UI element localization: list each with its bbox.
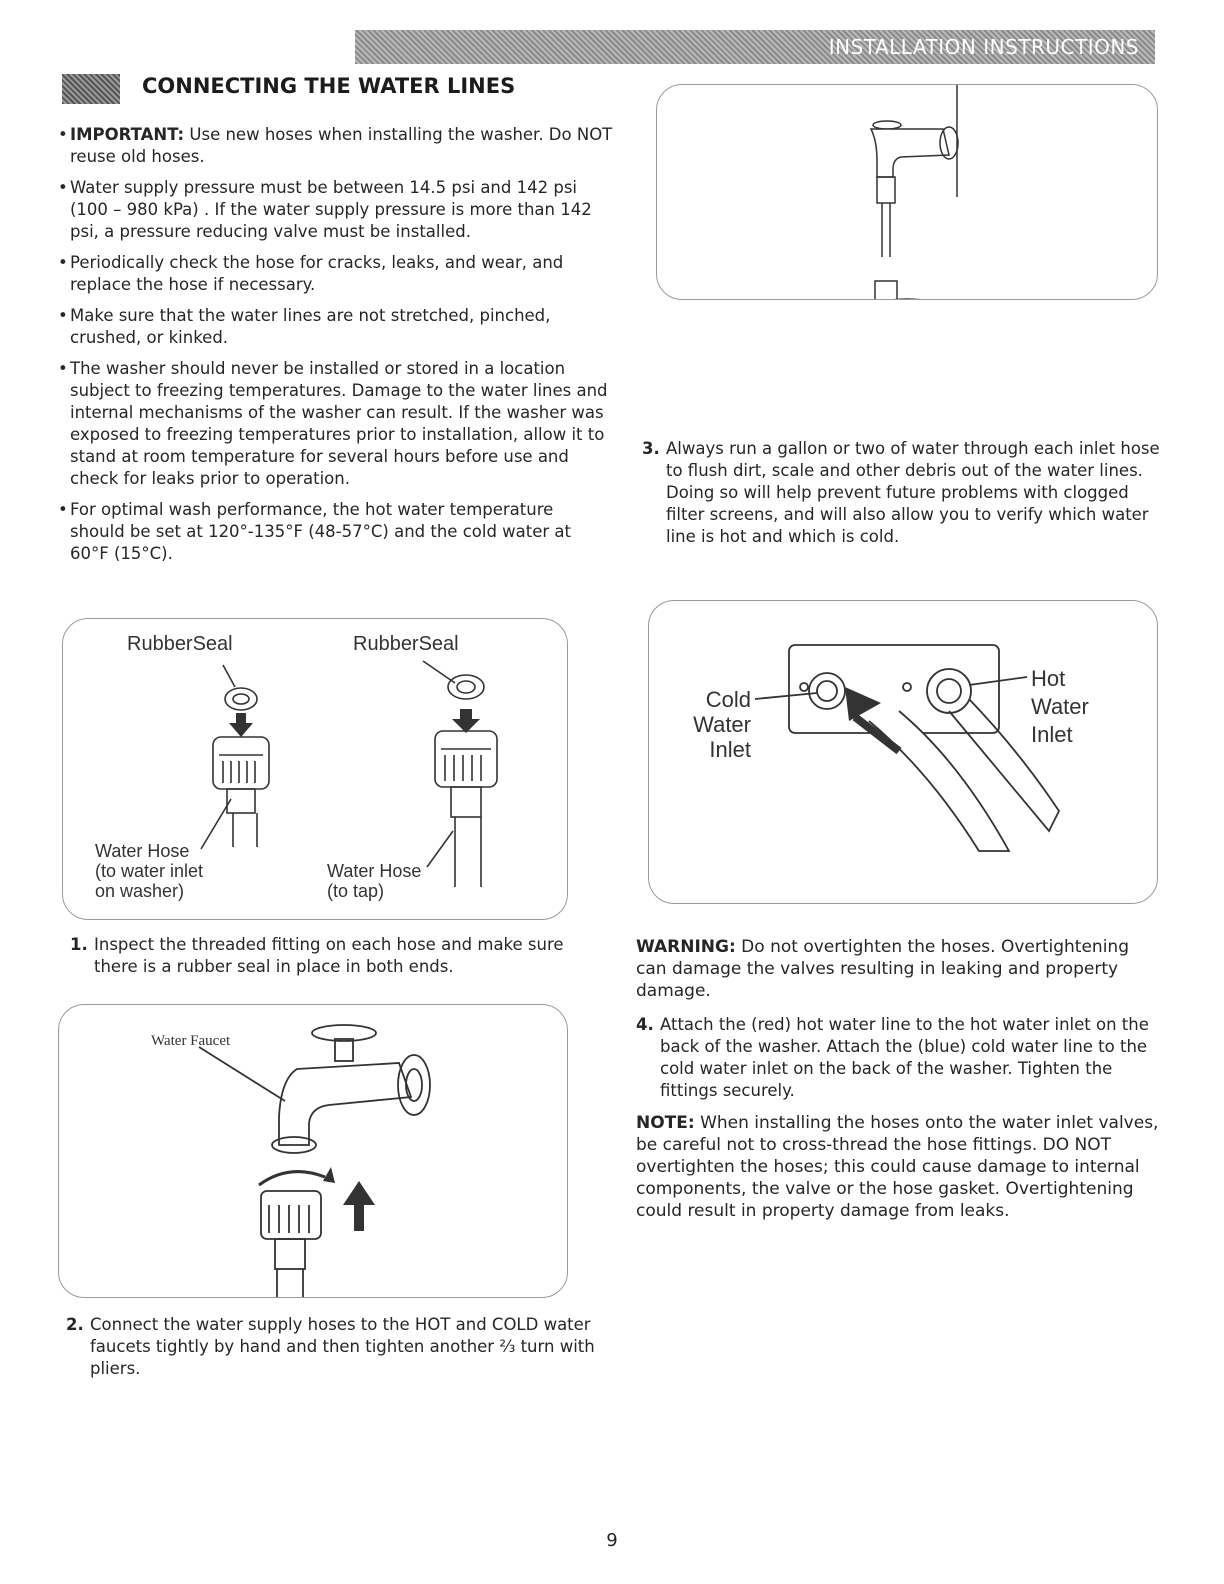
label-line: Hot — [1031, 666, 1066, 691]
bullet-item — [58, 177, 613, 243]
label-line: Water — [1031, 694, 1089, 719]
label-line: Cold — [705, 687, 751, 712]
note-paragraph — [636, 1112, 1164, 1222]
warning-lead: WARNING: — [636, 937, 736, 957]
label-line: (to water inlet — [95, 861, 204, 881]
bullet-item — [58, 252, 613, 296]
rubber-seal-left-label: RubberSeal — [127, 633, 233, 655]
step-text: Attach the (red) hot water line to the hot water inlet on the back of the washer. Attach the (blue) cold water line to the cold water inlet on the back of the washer. Tighten the fittings securely. — [660, 1015, 1149, 1100]
bullet-item — [58, 358, 613, 490]
header-banner-text: INSTALLATION INSTRUCTIONS — [828, 35, 1139, 59]
step-4 — [636, 1014, 1164, 1102]
water-hose-inlet-label — [95, 841, 203, 901]
step-1 — [70, 934, 600, 988]
bullet-text: Periodically check the hose for cracks, leaks, and wear, and replace the hose if necessary. — [70, 253, 564, 294]
warning-text: Do not overtighten the hoses. Overtightening can damage the valves resulting in leaking and property damage. — [636, 937, 1129, 1001]
left-bullet-list — [58, 124, 613, 574]
bullet-item — [58, 305, 613, 349]
cold-water-inlet-label — [691, 687, 751, 762]
figure-flush-hose — [656, 84, 1158, 300]
step-number: 3. — [642, 439, 660, 458]
step-number: 4. — [636, 1015, 654, 1034]
step-number: 2. — [66, 1315, 84, 1334]
label-line: on washer) — [95, 881, 185, 901]
figure-water-faucet — [58, 1004, 568, 1298]
right-text-block — [636, 936, 1164, 1234]
bullet-text: Make sure that the water lines are not stretched, pinched, crushed, or kinked. — [70, 306, 551, 347]
section-marker-icon — [62, 74, 120, 104]
label-line: Water — [693, 712, 751, 737]
header-banner — [355, 30, 1155, 64]
label-line: Water Hose — [95, 841, 190, 861]
note-text: When installing the hoses onto the water inlet valves, be careful not to cross-thread the hose fittings. DO NOT overtighten the hoses; this could cause damage to internal components, the valve or the hose gasket. Overtightening could result in property damage from leaks. — [636, 1113, 1159, 1221]
step-2 — [66, 1314, 596, 1390]
step-number: 1. — [70, 935, 88, 954]
bullet-lead: IMPORTANT: — [70, 125, 185, 144]
bullet-text: For optimal wash performance, the hot water temperature should be set at 120°-135°F (48-57°C) and the cold water at 60°F (15°C). — [70, 500, 571, 563]
step-3 — [642, 438, 1162, 558]
rubber-seal-right-label: RubberSeal — [353, 633, 459, 655]
label-line: Inlet — [709, 737, 751, 762]
step-text: Always run a gallon or two of water through each inlet hose to flush dirt, scale and other debris out of the water lines. Doing so will help prevent future problems with clogged filter screens, and will also allow you to verify which water line is hot and which is cold. — [666, 439, 1160, 546]
label-line: Inlet — [1031, 722, 1073, 747]
figure-water-inlets — [648, 600, 1158, 904]
water-faucet-label: Water Faucet — [151, 1033, 231, 1049]
bullet-text: The washer should never be installed or stored in a location subject to freezing temperatures. Damage to the water lines and internal mechanisms of the washer can result. If the washer was exposed to freezing temperatures prior to installation, allow it to stand at room temperature for several hours before use and check for leaks prior to operation. — [70, 359, 608, 488]
figure-rubber-seals — [62, 618, 568, 920]
note-lead: NOTE: — [636, 1113, 695, 1133]
step-text: Connect the water supply hoses to the HOT and COLD water faucets tightly by hand and then tighten another ⅔ turn with pliers. — [90, 1315, 595, 1378]
step-text: Inspect the threaded fitting on each hose and make sure there is a rubber seal in place in both ends. — [94, 935, 564, 976]
bullet-item — [58, 124, 613, 168]
warning-paragraph — [636, 936, 1164, 1002]
bullet-text: Water supply pressure must be between 14.5 psi and 142 psi (100 – 980 kPa) . If the water supply pressure is more than 142 psi, a pressure reducing valve must be installed. — [70, 178, 592, 241]
label-line: Water Hose — [327, 861, 422, 881]
water-faucet-illustration — [59, 1005, 567, 1297]
hot-water-inlet-label — [1031, 665, 1089, 749]
flush-hose-illustration — [657, 85, 1157, 299]
bullet-item — [58, 499, 613, 565]
bullet-text: Use new hoses when installing the washer. Do NOT reuse old hoses. — [70, 125, 613, 166]
section-title: CONNECTING THE WATER LINES — [142, 74, 516, 98]
page-number: 9 — [606, 1530, 618, 1551]
label-line: (to tap) — [327, 881, 385, 901]
water-hose-tap-label — [327, 861, 421, 901]
